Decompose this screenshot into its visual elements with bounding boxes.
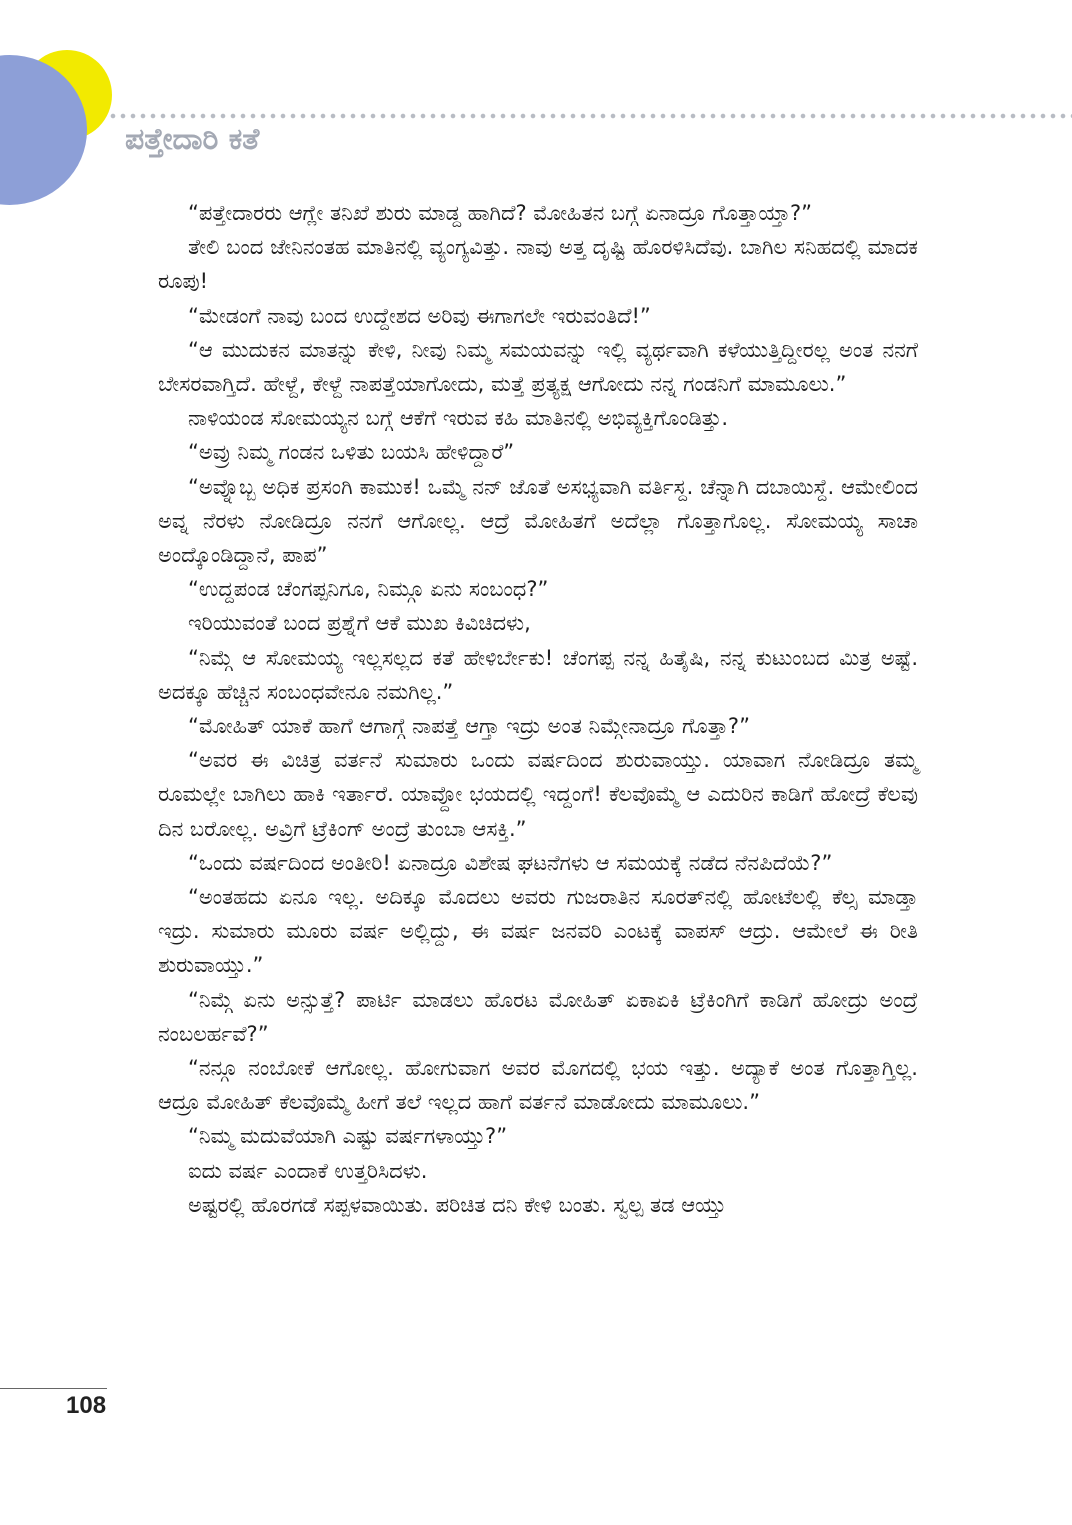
paragraph: ತೇಲಿ ಬಂದ ಜೇನಿನಂತಹ ಮಾತಿನಲ್ಲಿ ವ್ಯಂಗ್ಯವಿತ್ತು. ನಾವು ಅತ್ತ ದೃಷ್ಟಿ ಹೊರಳಿಸಿದೆವು. ಬಾಗಿಲ ಸನಿಹದಲ್ಲಿ ಮಾದಕ ರೂಪು! [158, 235, 918, 294]
paragraph: “ಅವರ ಈ ವಿಚಿತ್ರ ವರ್ತನೆ ಸುಮಾರು ಒಂದು ವರ್ಷದಿಂದ ಶುರುವಾಯ್ತು. ಯಾವಾಗ ನೋಡಿದ್ರೂ ತಮ್ಮ ರೂಮಲ್ಲೇ ಬಾಗಿಲು ಹಾಕಿ ಇರ್ತಾರೆ. ಯಾವ್ದೋ ಭಯದಲ್ಲಿ ಇದ್ದಂಗೆ! ಕೆಲವೊಮ್ಮೆ ಆ ಎದುರಿನ ಕಾಡಿಗೆ ಹೋದ್ರೆ ಕೆಲವು ದಿನ ಬರೋಲ್ಲ. ಅವ್ರಿಗೆ ಟ್ರೆಕಿಂಗ್ ಅಂದ್ರೆ ತುಂಬಾ ಆಸಕ್ತಿ.” [158, 748, 918, 841]
paragraph: ನಾಳಿಯಂಡ ಸೋಮಯ್ಯನ ಬಗ್ಗೆ ಆಕೆಗೆ ಇರುವ ಕಹಿ ಮಾತಿನಲ್ಲಿ ಅಭಿವ್ಯಕ್ತಿಗೊಂಡಿತ್ತು. [188, 406, 729, 431]
paragraph: “ಮೇಡಂಗೆ ನಾವು ಬಂದ ಉದ್ದೇಶದ ಅರಿವು ಈಗಾಗಲೇ ಇರುವಂತಿದೆ!” [188, 303, 651, 328]
paragraph: “ನಿಮ್ಗೆ ಆ ಸೋಮಯ್ಯ ಇಲ್ಲಸಲ್ಲದ ಕತೆ ಹೇಳಿರ್ಬೇಕು! ಚೆಂಗಪ್ಪ ನನ್ನ ಹಿತೈಷಿ, ನನ್ನ ಕುಟುಂಬದ ಮಿತ್ರ ಅಷ್ಟೆ. ಅದಕ್ಕೂ ಹೆಚ್ಚಿನ ಸಂಬಂಧವೇನೂ ನಮಗಿಲ್ಲ.” [158, 645, 918, 704]
paragraph: ಅಷ್ಟರಲ್ಲಿ ಹೊರಗಡೆ ಸಪ್ಪಳವಾಯಿತು. ಪರಿಚಿತ ದನಿ ಕೇಳಿ ಬಂತು. ಸ್ವಲ್ಪ ತಡ ಆಯ್ತು [188, 1192, 727, 1217]
page-number-rule [0, 1388, 107, 1389]
paragraph: ಇರಿಯುವಂತೆ ಬಂದ ಪ್ರಶ್ನೆಗೆ ಆಕೆ ಮುಖ ಕಿವಿಚಿದಳು, [188, 611, 531, 636]
paragraph: “ಒಂದು ವರ್ಷದಿಂದ ಅಂತೀರಿ! ಏನಾದ್ರೂ ವಿಶೇಷ ಘಟನೆಗಳು ಆ ಸಮಯಕ್ಕೆ ನಡೆದ ನೆನಪಿದೆಯೆ?” [188, 850, 833, 875]
paragraph: “ಅವ್ನೊಬ್ಬ ಅಧಿಕ ಪ್ರಸಂಗಿ ಕಾಮುಕ! ಒಮ್ಮೆ ನನ್ ಜೊತೆ ಅಸಭ್ಯವಾಗಿ ವರ್ತಿಸ್ದ. ಚೆನ್ನಾಗಿ ದಬಾಯಿಸ್ದೆ. ಆಮೇಲಿಂದ ಅವ್ನ ನೆರಳು ನೋಡಿದ್ರೂ ನನಗೆ ಆಗೋಲ್ಲ. ಆದ್ರೆ ಮೋಹಿತಗೆ ಅದೆಲ್ಲಾ ಗೊತ್ತಾಗೊಲ್ಲ. ಸೋಮಯ್ಯ ಸಾಚಾ ಅಂದ್ಕೊಂಡಿದ್ದಾನೆ, ಪಾಪ” [158, 474, 918, 568]
paragraph: “ಅಂತಹದು ಏನೂ ಇಲ್ಲ. ಅದಿಕ್ಕೂ ಮೊದಲು ಅವರು ಗುಜರಾತಿನ ಸೂರತ್‌ನಲ್ಲಿ ಹೋಟೆಲಲ್ಲಿ ಕೆಲ್ಸ ಮಾಡ್ತಾ ಇದ್ರು. ಸುಮಾರು ಮೂರು ವರ್ಷ ಅಲ್ಲಿದ್ದು, ಈ ವರ್ಷ ಜನವರಿ ಎಂಟಕ್ಕೆ ವಾಪಸ್ ಆದ್ರು. ಆಮೇಲೆ ಈ ರೀತಿ ಶುರುವಾಯ್ತು.” [158, 885, 918, 978]
paragraph: “ನಿಮ್ಗೆ ಏನು ಅನ್ಸುತ್ತೆ? ಪಾರ್ಟಿ ಮಾಡಲು ಹೊರಟ ಮೋಹಿತ್ ಏಕಾಏಕಿ ಟ್ರೆಕಿಂಗಿಗೆ ಕಾಡಿಗೆ ಹೋದ್ರು ಅಂದ್ರೆ ನಂಬಲರ್ಹವೆ?” [158, 987, 918, 1046]
page-number: 108 [66, 1392, 107, 1419]
paragraph: “ನಿಮ್ಮ ಮದುವೆಯಾಗಿ ಎಷ್ಟು ವರ್ಷಗಳಾಯ್ತು?” [188, 1124, 508, 1149]
paragraph: “ಉದ್ದಪಂಡ ಚೆಂಗಪ್ಪನಿಗೂ, ನಿಮ್ಗೂ ಏನು ಸಂಬಂಧ?” [188, 577, 549, 602]
section-title: ಪತ್ತೇದಾರಿ ಕತೆ [125, 122, 260, 157]
paragraph: “ಮೋಹಿತ್ ಯಾಕೆ ಹಾಗೆ ಆಗಾಗ್ಗೆ ನಾಪತ್ತೆ ಆಗ್ತಾ ಇದ್ರು ಅಂತ ನಿಮ್ಗೇನಾದ್ರೂ ಗೊತ್ತಾ?” [188, 714, 750, 739]
paragraph: “ಅವ್ರು ನಿಮ್ಮ ಗಂಡನ ಒಳಿತು ಬಯಸಿ ಹೇಳಿದ್ದಾರೆ” [188, 440, 515, 465]
paragraph: “ಪತ್ತೇದಾರರು ಆಗ್ಲೇ ತನಿಖೆ ಶುರು ಮಾಡ್ದ ಹಾಗಿದೆ? ಮೋಹಿತನ ಬಗ್ಗೆ ಏನಾದ್ರೂ ಗೊತ್ತಾಯ್ತಾ?” [188, 201, 813, 225]
story-body [158, 196, 918, 1222]
paragraph: “ಆ ಮುದುಕನ ಮಾತನ್ನು ಕೇಳಿ, ನೀವು ನಿಮ್ಮ ಸಮಯವನ್ನು ಇಲ್ಲಿ ವ್ಯರ್ಥವಾಗಿ ಕಳೆಯುತ್ತಿದ್ದೀರಲ್ಲ ಅಂತ ನನಗೆ ಬೇಸರವಾಗ್ತಿದೆ. ಹೇಳ್ದೆ, ಕೇಳ್ದೆ ನಾಪತ್ತೆಯಾಗೋದು, ಮತ್ತೆ ಪ್ರತ್ಯಕ್ಷ ಆಗೋದು ನನ್ನ ಗಂಡನಿಗೆ ಮಾಮೂಲು.” [158, 337, 918, 397]
paragraph: “ನನ್ಗೂ ನಂಬೋಕೆ ಆಗೋಲ್ಲ. ಹೋಗುವಾಗ ಅವರ ಮೊಗದಲ್ಲಿ ಭಯ ಇತ್ತು. ಅದ್ಯಾಕೆ ಅಂತ ಗೊತ್ತಾಗ್ತಿಲ್ಲ. ಆದ್ರೂ ಮೋಹಿತ್ ಕೆಲವೊಮ್ಮೆ ಹೀಗೆ ತಲೆ ಇಲ್ಲದ ಹಾಗೆ ವರ್ತನೆ ಮಾಡೋದು ಮಾಮೂಲು.” [158, 1056, 918, 1115]
dotted-divider [108, 112, 1072, 120]
paragraph: ಐದು ವರ್ಷ ಎಂದಾಕೆ ಉತ್ತರಿಸಿದಳು. [188, 1158, 428, 1183]
